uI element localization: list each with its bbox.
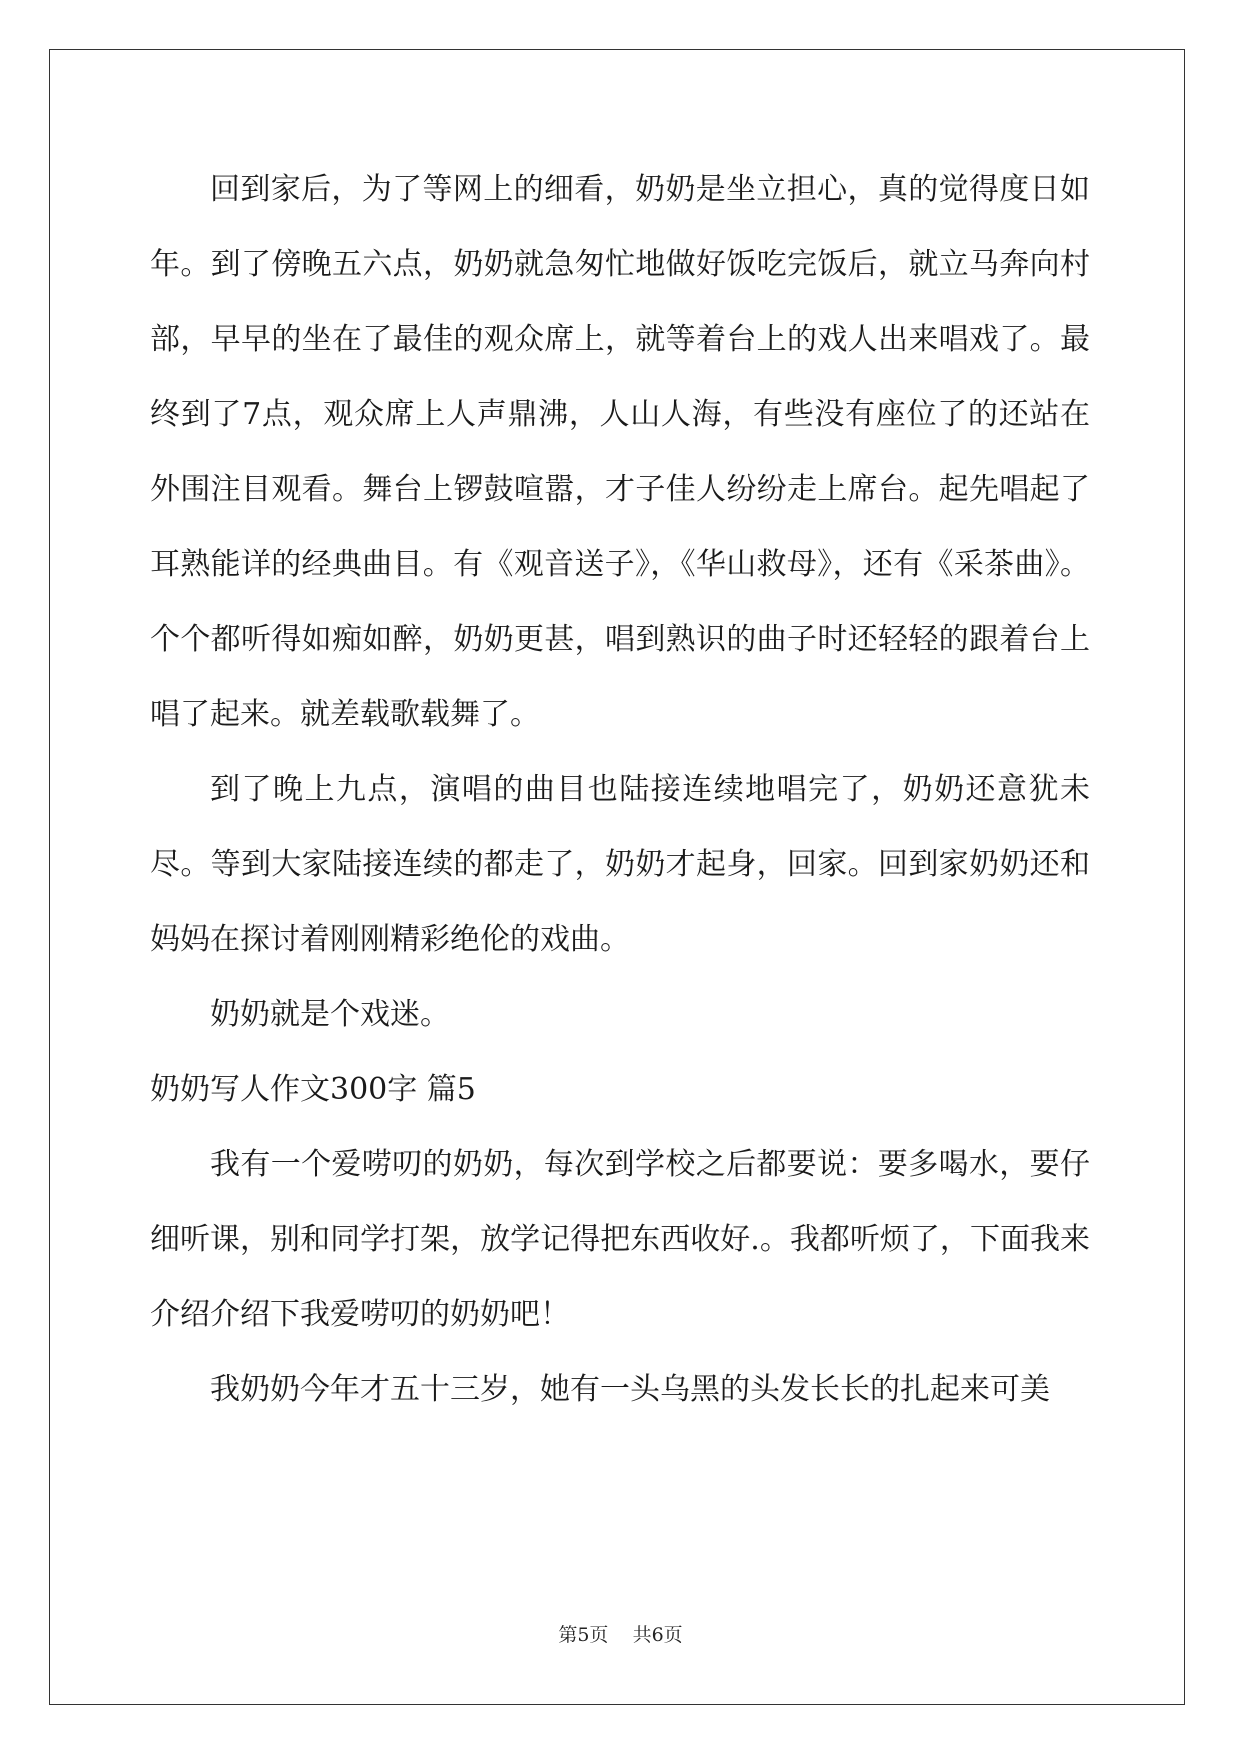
section-heading: 奶奶写人作文300字 篇5 (150, 1072, 476, 1107)
paragraph-4: 我有一个爱唠叨的奶奶，每次到学校之后都要说：要多喝水，要仔细听课，别和同学打架，放学记得把东西收好.。我都听烦了，下面我来介绍介绍下我爱唠叨的奶奶吧！ (150, 1147, 1090, 1332)
page-footer: 第5页 共6页 (558, 1624, 683, 1646)
paragraph-5: 我奶奶今年才五十三岁，她有一头乌黑的头发长长的扎起来可美 (210, 1372, 1050, 1407)
paragraph-1: 回到家后，为了等网上的细看，奶奶是坐立担心，真的觉得度日如年。到了傍晚五六点，奶奶就急匆忙地做好饭吃完饭后，就立马奔向村部，早早的坐在了最佳的观众席上，就等着台上的戏人出来唱戏了。最终到了7点，观众席上人声鼎沸，人山人海，有些没有座位了的还站在外围注目观看。舞台上锣鼓喧嚣，才子佳人纷纷走上席台。起先唱起了耳熟能详的经典曲目。有《观音送子》，《华山救母》，还有《采茶曲》。个个都听得如痴如醉，奶奶更甚，唱到熟识的曲子时还轻轻的跟着台上唱了起来。就差载歌载舞了。 (150, 172, 1090, 732)
paragraph-3: 奶奶就是个戏迷。 (210, 997, 450, 1032)
document-body (150, 152, 1090, 1427)
paragraph-2: 到了晚上九点，演唱的曲目也陆接连续地唱完了，奶奶还意犹未尽。等到大家陆接连续的都走了，奶奶才起身，回家。回到家奶奶还和妈妈在探讨着刚刚精彩绝伦的戏曲。 (150, 772, 1090, 957)
